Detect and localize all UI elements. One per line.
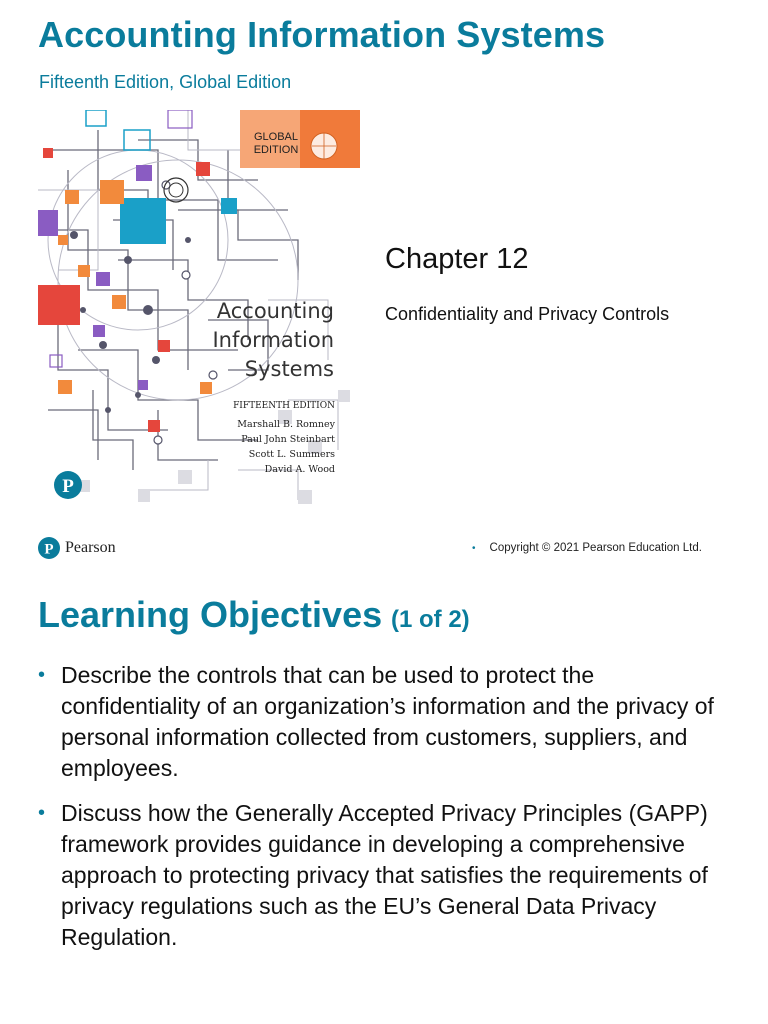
book-edition: Fifteenth Edition, Global Edition bbox=[39, 72, 292, 92]
bullet-icon: • bbox=[38, 664, 46, 686]
cover-edition: FIFTEENTH EDITION bbox=[233, 401, 335, 411]
chapter-title: Chapter 12 bbox=[385, 243, 529, 275]
publisher-name: Pearson bbox=[65, 539, 116, 556]
book-cover-image bbox=[38, 110, 360, 520]
slide-title-count: (1 of 2) bbox=[391, 606, 470, 633]
cover-author-4: David A. Wood bbox=[264, 464, 335, 475]
list-item bbox=[38, 798, 738, 953]
pearson-logo-icon bbox=[38, 537, 60, 559]
cover-badge-line2: EDITION bbox=[253, 144, 299, 156]
cover-title-line2: Information bbox=[212, 328, 334, 352]
book-title: Accounting Information Systems bbox=[38, 14, 606, 55]
list-item bbox=[38, 660, 738, 784]
objectives-list bbox=[38, 660, 738, 967]
bullet-icon: • bbox=[472, 542, 476, 554]
objective-text-2: Discuss how the Generally Accepted Privacy Principles (GAPP) framework provides guidance in developing a comprehensive approach to protecting privacy that satisfies the requirements of privacy regulations such as the EU’s General Data Privacy Regulation. bbox=[61, 800, 708, 950]
copyright-notice bbox=[472, 542, 702, 554]
slide-title bbox=[38, 594, 470, 636]
cover-author-2: Paul John Steinbart bbox=[241, 434, 335, 445]
pearson-brand bbox=[38, 537, 116, 559]
objective-text-1: Describe the controls that can be used to protect the confidentiality of an organization’s information and the privacy of personal information collected from customers, suppliers, and employees. bbox=[61, 662, 714, 781]
bullet-icon: • bbox=[38, 802, 46, 824]
chapter-subtitle: Confidentiality and Privacy Controls bbox=[385, 304, 670, 324]
cover-author-1: Marshall B. Romney bbox=[237, 419, 335, 430]
cover-author-3: Scott L. Summers bbox=[248, 449, 335, 460]
learning-objectives-slide bbox=[0, 580, 768, 1024]
cover-title-line1: Accounting bbox=[216, 299, 334, 323]
cover-badge-line1: GLOBAL bbox=[253, 131, 299, 143]
slide-title-main: Learning Objectives bbox=[38, 594, 383, 635]
cover-title-line3: Systems bbox=[244, 357, 334, 381]
svg-text:P: P bbox=[44, 541, 54, 558]
copyright-text: Copyright © 2021 Pearson Education Ltd. bbox=[489, 542, 702, 554]
svg-text:P: P bbox=[62, 476, 74, 497]
